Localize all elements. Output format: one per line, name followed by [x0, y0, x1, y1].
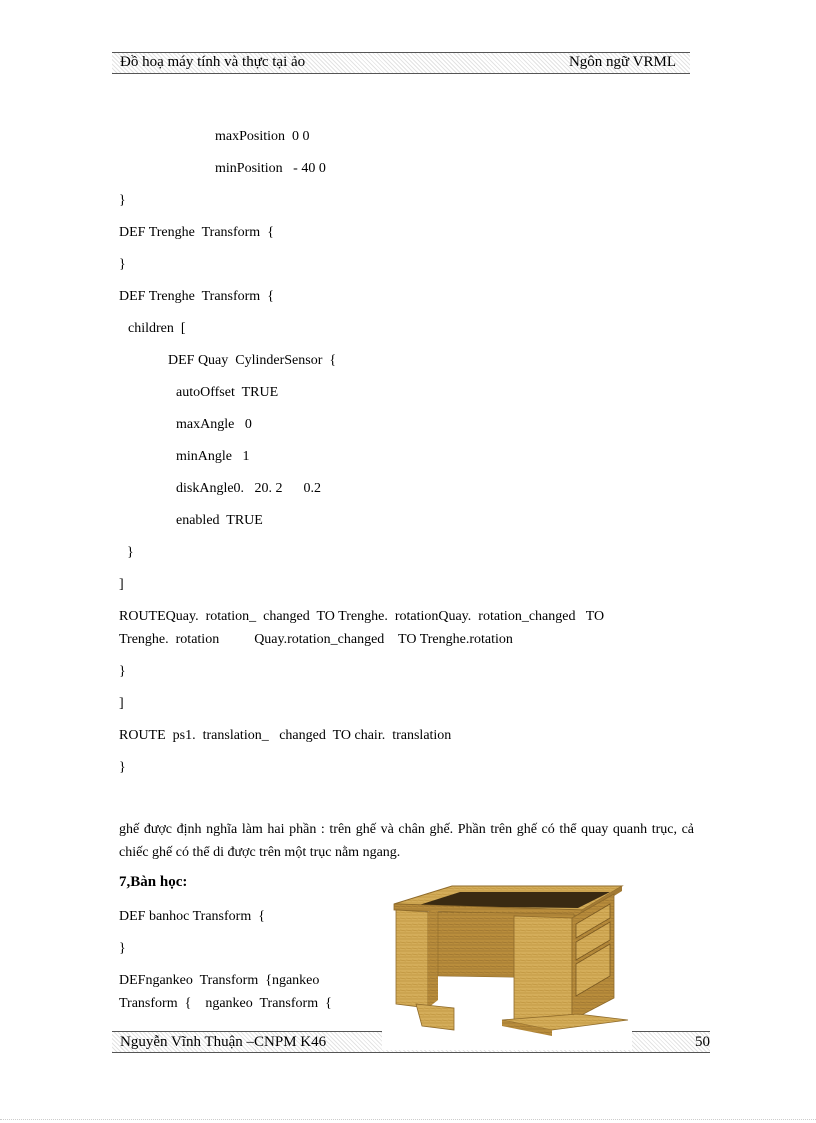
- footer-author: Nguyễn Vĩnh Thuận –CNPM K46: [120, 1034, 327, 1050]
- code-line: DEFngankeo Transform {ngankeo: [119, 973, 320, 988]
- header-subtitle: Ngôn ngữ VRML: [568, 54, 676, 70]
- code-line: autoOffset TRUE: [176, 385, 279, 400]
- description-paragraph: ghế được định nghĩa làm hai phần : trên ghế và chân ghế. Phần trên ghế có thể quay quanh trục, cả chiếc ghế có thể di được trên một trục nằm ngang.: [119, 822, 694, 860]
- code-line: minPosition - 40 0: [215, 161, 326, 176]
- page-number: 50: [695, 1034, 710, 1050]
- code-line: ]: [119, 577, 124, 592]
- code-line: }: [127, 545, 134, 560]
- code-line: children [: [128, 321, 186, 336]
- code-line: maxAngle 0: [176, 417, 252, 432]
- code-line: }: [119, 760, 126, 775]
- code-line: DEF banhoc Transform {: [119, 909, 265, 924]
- code-line: }: [119, 664, 126, 679]
- desk-illustration: [382, 880, 632, 1050]
- code-line: enabled TRUE: [176, 513, 263, 528]
- section-heading: 7,Bàn học:: [119, 874, 188, 890]
- code-line: DEF Trenghe Transform {: [119, 289, 274, 304]
- code-line: minAngle 1: [176, 449, 250, 464]
- code-line: maxPosition 0 0: [215, 129, 310, 144]
- code-line: }: [119, 193, 126, 208]
- code-line: DEF Quay CylinderSensor {: [168, 353, 337, 368]
- code-line: }: [119, 941, 126, 956]
- header-title: Đồ hoạ máy tính và thực tại ảo: [120, 54, 306, 70]
- desk-drawing: [382, 880, 632, 1050]
- page-header: [112, 52, 690, 74]
- bottom-dotted-divider: [0, 1119, 816, 1121]
- code-line: Trenghe. rotation Quay.rotation_changed TO Trenghe.rotation: [119, 632, 513, 647]
- code-line: DEF Trenghe Transform {: [119, 225, 274, 240]
- code-line: Transform { ngankeo Transform {: [119, 996, 332, 1011]
- code-line: ROUTE ps1. translation_ changed TO chair. translation: [119, 728, 452, 743]
- code-line: ROUTEQuay. rotation_ changed TO Trenghe. rotationQuay. rotation_changed TO: [119, 609, 605, 624]
- code-line: }: [119, 257, 126, 272]
- code-line: diskAngle0. 20. 2 0.2: [176, 481, 322, 496]
- code-line: ]: [119, 696, 124, 711]
